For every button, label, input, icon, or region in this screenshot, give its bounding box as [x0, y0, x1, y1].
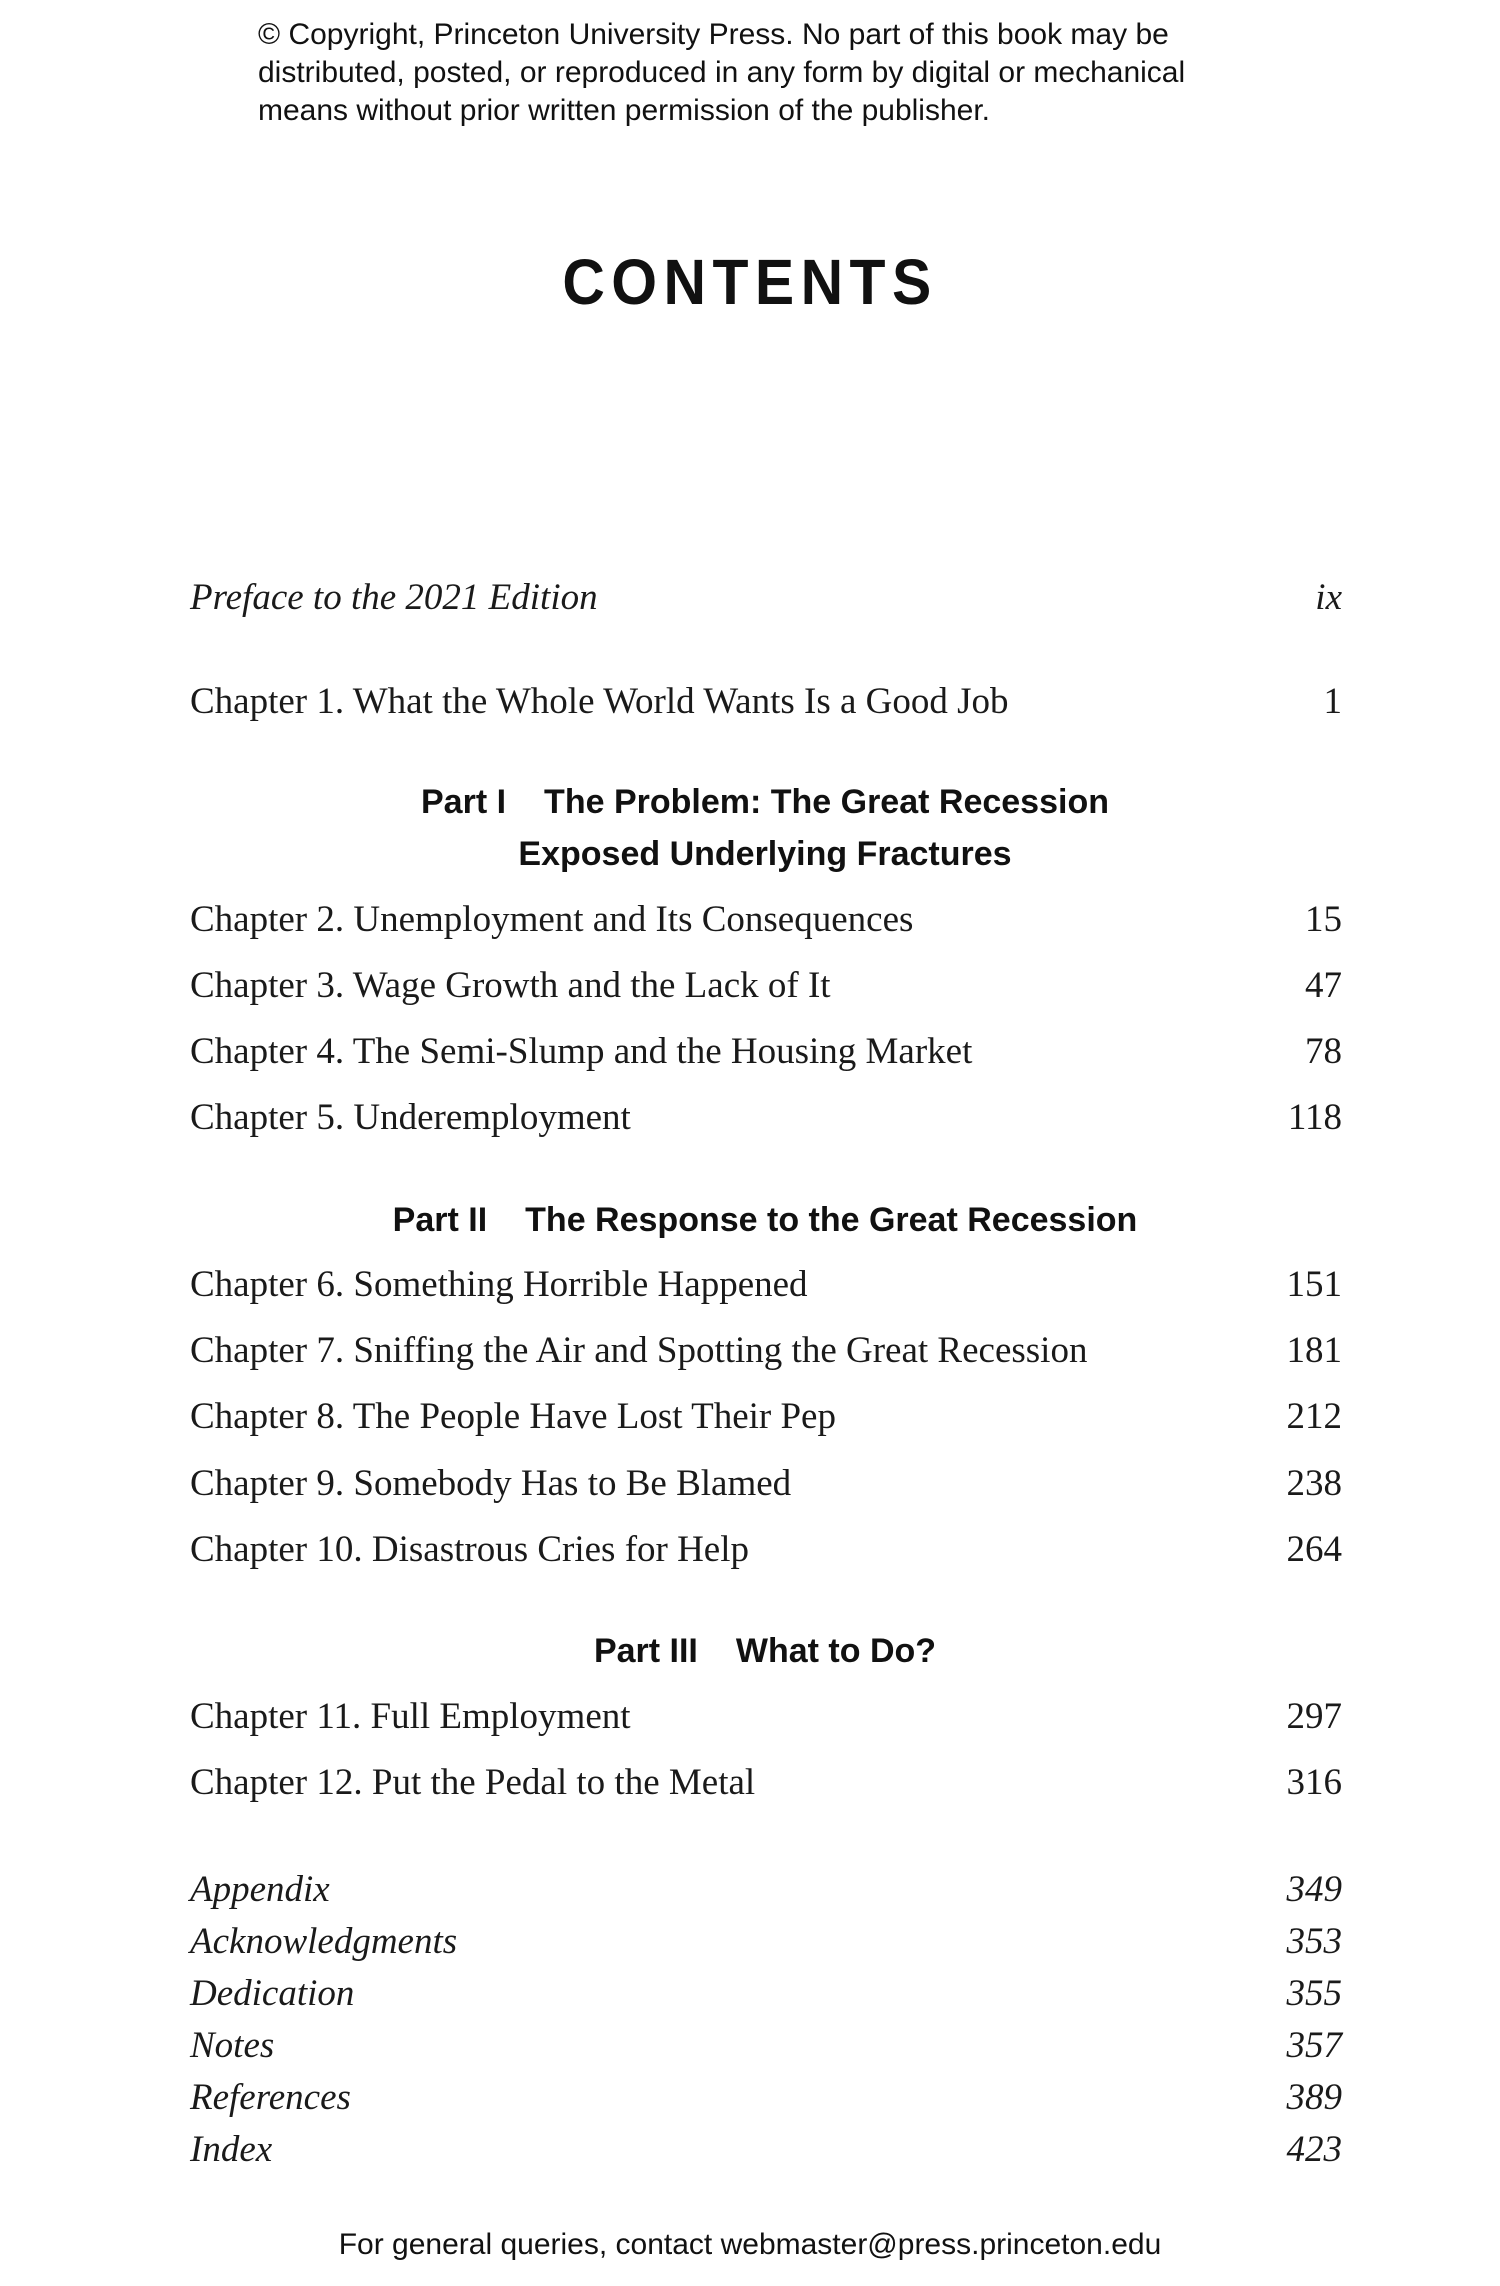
toc-entry-page: 423 [1286, 2129, 1342, 2170]
toc-entry-chapter-4[interactable] [190, 1030, 1342, 1074]
footer-contact: For general queries, contact webmaster@press.princeton.edu [338, 2228, 1162, 2261]
toc-entry-chapter-10[interactable] [190, 1528, 1342, 1572]
page-title: CONTENTS [562, 246, 938, 318]
toc-entry-label: Notes [190, 2025, 275, 2066]
toc-entry-page: 238 [1286, 1463, 1342, 1504]
toc-entry-page: 389 [1286, 2077, 1342, 2118]
part-title: The Response to the Great Recession [525, 1201, 1138, 1239]
toc-entry-label: Chapter 5. Underemployment [190, 1097, 631, 1138]
toc-entry-page: 212 [1286, 1396, 1342, 1437]
toc-entry-chapter-3[interactable] [190, 964, 1342, 1008]
toc-entry-chapter-1[interactable] [190, 680, 1342, 724]
part-heading-1 [0, 776, 1500, 880]
toc-entry-chapter-2[interactable] [190, 898, 1342, 942]
toc-entry-chapter-5[interactable] [190, 1096, 1342, 1140]
toc-entry-label: Chapter 8. The People Have Lost Their Pep [190, 1396, 836, 1437]
toc-entry-chapter-6[interactable] [190, 1263, 1342, 1307]
toc-entry-page: 355 [1286, 1973, 1342, 2014]
toc-entry-page: 181 [1286, 1330, 1342, 1371]
toc-entry-page: 78 [1305, 1031, 1342, 1072]
toc-entry-page: 316 [1286, 1762, 1342, 1803]
toc-entry-page: 357 [1286, 2025, 1342, 2066]
toc-entry-page: 1 [1323, 681, 1342, 722]
toc-entry-label: Appendix [190, 1869, 330, 1910]
toc-entry-label: Chapter 2. Unemployment and Its Consequences [190, 899, 914, 940]
toc-entry-dedication[interactable] [190, 1972, 1342, 2016]
toc-entry-label: Chapter 4. The Semi-Slump and the Housing Market [190, 1031, 973, 1072]
toc-entry-page: 47 [1305, 965, 1342, 1006]
toc-entry-preface[interactable] [190, 576, 1342, 620]
toc-entry-chapter-11[interactable] [190, 1695, 1342, 1739]
toc-entry-label: Chapter 12. Put the Pedal to the Metal [190, 1762, 756, 1803]
copyright-line: distributed, posted, or reproduced in any form by digital or mechanical [258, 56, 1186, 89]
toc-entry-page: 353 [1286, 1921, 1342, 1962]
part-title: What to Do? [735, 1632, 937, 1670]
toc-entry-label: Chapter 7. Sniffing the Air and Spotting the Great Recession [190, 1330, 1088, 1371]
part-number: Part III [593, 1632, 698, 1670]
copyright-line: © Copyright, Princeton University Press. No part of this book may be [258, 18, 1169, 51]
toc-entry-appendix[interactable] [190, 1868, 1342, 1912]
toc-entry-page: 264 [1286, 1529, 1342, 1570]
toc-entry-page: 15 [1305, 899, 1342, 940]
toc-entry-chapter-7[interactable] [190, 1329, 1342, 1373]
toc-entry-label: Chapter 3. Wage Growth and the Lack of It [190, 965, 831, 1006]
toc-entry-references[interactable] [190, 2076, 1342, 2120]
toc-entry-label: Preface to the 2021 Edition [190, 577, 598, 618]
toc-entry-page: 151 [1286, 1264, 1342, 1305]
copyright-line: means without prior written permission of the publisher. [258, 94, 991, 127]
toc-entry-chapter-12[interactable] [190, 1761, 1342, 1805]
toc-entry-label: Chapter 10. Disastrous Cries for Help [190, 1529, 750, 1570]
toc-entry-page: 118 [1287, 1097, 1342, 1138]
part-title: The Problem: The Great Recession [544, 783, 1109, 821]
part-heading-3 [0, 1625, 1500, 1677]
toc-entry-index[interactable] [190, 2128, 1342, 2172]
toc-entry-label: Chapter 11. Full Employment [190, 1696, 631, 1737]
toc-entry-chapter-9[interactable] [190, 1462, 1342, 1506]
part-heading-2 [0, 1194, 1500, 1246]
part-number: Part II [392, 1201, 488, 1239]
toc-entry-page: 297 [1286, 1696, 1342, 1737]
part-title-continued: Exposed Underlying Fractures [518, 835, 1012, 873]
toc-entry-chapter-8[interactable] [190, 1395, 1342, 1439]
part-number: Part I [421, 783, 507, 821]
toc-entry-label: Index [190, 2129, 273, 2170]
toc-entry-notes[interactable] [190, 2024, 1342, 2068]
toc-entry-page: ix [1315, 577, 1342, 618]
copyright-notice [258, 16, 1358, 130]
toc-entry-label: Chapter 6. Something Horrible Happened [190, 1264, 808, 1305]
toc-entry-label: References [190, 2077, 351, 2118]
toc-entry-page: 349 [1286, 1869, 1342, 1910]
toc-entry-label: Chapter 1. What the Whole World Wants Is a Good Job [190, 681, 1009, 722]
toc-entry-label: Dedication [190, 1973, 355, 2014]
toc-entry-label: Acknowledgments [190, 1921, 458, 1962]
toc-entry-label: Chapter 9. Somebody Has to Be Blamed [190, 1463, 792, 1504]
toc-entry-acknowledgments[interactable] [190, 1920, 1342, 1964]
